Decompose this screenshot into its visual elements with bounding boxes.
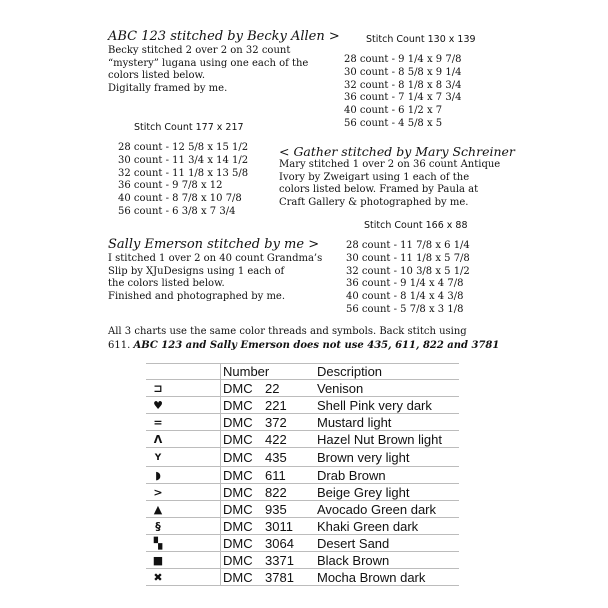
equals-icon: = (153, 416, 163, 429)
gather-section (279, 145, 515, 209)
sally-line: Finished and photographed by me. (108, 290, 286, 302)
legend-row (146, 484, 459, 501)
thread-description: Beige Grey light (315, 484, 459, 501)
sally-description (108, 253, 322, 303)
note-line-1: All 3 charts use the same color threads and symbols. Back stitch using (108, 326, 467, 337)
abc-line: Digitally framed by me. (108, 82, 228, 94)
count-line: 30 count - 11 3/4 x 14 1/2 (118, 154, 249, 166)
thread-number: 3371 (263, 552, 315, 569)
legend-row (146, 569, 459, 586)
thread-number: 221 (263, 397, 315, 414)
stitch-count-3 (346, 220, 470, 317)
count-line: 32 count - 8 1/8 x 8 3/4 (344, 79, 462, 91)
legend-row (146, 397, 459, 414)
thread-brand: DMC (221, 467, 264, 484)
stitch-count-2-list (118, 142, 248, 219)
thread-number: 822 (263, 484, 315, 501)
legend-header-row (146, 364, 459, 380)
thread-number: 422 (263, 431, 315, 448)
half-moon-icon: ◗ (155, 469, 161, 482)
thread-brand: DMC (221, 380, 264, 397)
thread-brand: DMC (221, 535, 264, 552)
number-header: Number (221, 364, 316, 380)
lambda-icon: Λ (153, 433, 163, 446)
thread-description: Mustard light (315, 414, 459, 431)
note-line-2-plain: 611. (108, 340, 134, 351)
gather-title: < Gather stitched by Mary Schreiner (279, 144, 515, 159)
thread-number: 435 (263, 448, 315, 467)
stitch-count-1 (344, 34, 476, 131)
thread-description: Hazel Nut Brown light (315, 431, 459, 448)
abc-line: Becky stitched 2 over 2 on 32 count (108, 45, 291, 56)
sally-title: Sally Emerson stitched by me > (108, 237, 320, 252)
symbol-header (146, 364, 221, 380)
gather-line: Ivory by Zweigart using 1 each of the (279, 171, 470, 183)
color-note (108, 325, 499, 353)
legend-row (146, 431, 459, 448)
count-line: 28 count - 11 7/8 x 6 1/4 (346, 240, 470, 251)
description-header: Description (315, 364, 459, 380)
thread-number: 3011 (263, 518, 315, 535)
gather-line: Mary stitched 1 over 2 on 36 count Antique (279, 159, 501, 170)
thread-brand: DMC (221, 569, 264, 586)
abc-line: “mystery” lugana using one each of the (108, 57, 309, 69)
count-line: 40 count - 6 1/2 x 7 (344, 105, 443, 117)
stitch-count-2-title: Stitch Count 177 x 217 (134, 122, 244, 133)
thread-number: 935 (263, 501, 315, 518)
thread-number: 611 (263, 467, 315, 484)
thread-description: Drab Brown (315, 467, 459, 484)
count-line: 32 count - 11 1/8 x 13 5/8 (118, 167, 249, 179)
legend-row (146, 380, 459, 397)
abc-section (108, 30, 340, 95)
gather-line: colors listed below. Framed by Paula at (279, 184, 479, 195)
sally-section (108, 238, 322, 303)
thread-description: Black Brown (315, 552, 459, 569)
count-line: 36 count - 9 1/4 x 4 7/8 (346, 278, 464, 290)
thread-brand: DMC (221, 501, 264, 518)
thread-brand: DMC (221, 414, 264, 431)
abc-title: ABC 123 stitched by Becky Allen > (108, 29, 340, 44)
thread-brand: DMC (221, 484, 264, 501)
note-line-2-emphasis: ABC 123 and Sally Emerson does not use 435, 611, 822 and 3781 (133, 340, 500, 351)
count-line: 28 count - 9 1/4 x 9 7/8 (344, 54, 462, 65)
count-line: 28 count - 12 5/8 x 15 1/2 (118, 142, 249, 153)
note-line-2 (108, 339, 499, 353)
thread-description: Desert Sand (315, 535, 459, 552)
greater-than-icon: > (153, 486, 163, 499)
thread-brand: DMC (221, 431, 264, 448)
sally-line: Slip by XJuDesigns using 1 each of (108, 265, 285, 277)
stitch-count-1-title: Stitch Count 130 x 139 (366, 34, 476, 45)
thread-brand: DMC (221, 518, 264, 535)
thread-number: 22 (263, 380, 315, 397)
filled-square-icon: ■ (152, 554, 164, 567)
open-square-bracket-icon: ⊐ (153, 382, 163, 395)
legend-row (146, 518, 459, 535)
thread-description: Shell Pink very dark (315, 397, 459, 414)
legend-row (146, 448, 459, 467)
stitch-count-2 (118, 122, 248, 219)
leaf-swirl-icon: § (155, 520, 161, 533)
y-shape-icon: Y (154, 453, 162, 463)
count-line: 30 count - 11 1/8 x 5 7/8 (346, 252, 470, 264)
count-line: 40 count - 8 1/4 x 4 3/8 (346, 291, 464, 303)
thread-number: 3781 (263, 569, 315, 586)
count-line: 36 count - 9 7/8 x 12 (118, 180, 223, 192)
sally-line: the colors listed below. (108, 278, 225, 289)
tree-icon: ▲ (153, 503, 163, 516)
legend-row (146, 501, 459, 518)
checker-icon: ▚ (153, 537, 163, 550)
count-line: 36 count - 7 1/4 x 7 3/4 (344, 92, 462, 104)
x-mark-icon: ✖ (153, 571, 163, 584)
gather-line: Craft Gallery & photographed by me. (279, 196, 469, 208)
thread-description: Mocha Brown dark (315, 569, 459, 586)
thread-description: Venison (315, 380, 459, 397)
thread-description: Brown very light (315, 448, 459, 467)
thread-description: Khaki Green dark (315, 518, 459, 535)
stitch-count-3-list (346, 240, 470, 317)
thread-number: 372 (263, 414, 315, 431)
stitch-count-3-title: Stitch Count 166 x 88 (364, 220, 468, 231)
count-line: 56 count - 6 3/8 x 7 3/4 (118, 205, 236, 217)
legend-row (146, 552, 459, 569)
count-line: 56 count - 5 7/8 x 3 1/8 (346, 303, 464, 315)
color-legend-table (146, 363, 459, 586)
thread-description: Avocado Green dark (315, 501, 459, 518)
abc-line: colors listed below. (108, 70, 206, 81)
stitch-count-1-list (344, 54, 476, 131)
count-line: 40 count - 8 7/8 x 10 7/8 (118, 193, 242, 205)
gather-description (279, 159, 515, 209)
legend-row (146, 467, 459, 484)
abc-description (108, 45, 340, 95)
thread-brand: DMC (221, 397, 264, 414)
count-line: 56 count - 4 5/8 x 5 (344, 117, 443, 129)
count-line: 30 count - 8 5/8 x 9 1/4 (344, 66, 462, 78)
thread-number: 3064 (263, 535, 315, 552)
legend-row (146, 414, 459, 431)
count-line: 32 count - 10 3/8 x 5 1/2 (346, 265, 470, 277)
sally-line: I stitched 1 over 2 on 40 count Grandma’s (108, 253, 323, 264)
legend-row (146, 535, 459, 552)
thread-brand: DMC (221, 448, 264, 467)
heart-icon: ♥ (153, 399, 163, 412)
thread-brand: DMC (221, 552, 264, 569)
